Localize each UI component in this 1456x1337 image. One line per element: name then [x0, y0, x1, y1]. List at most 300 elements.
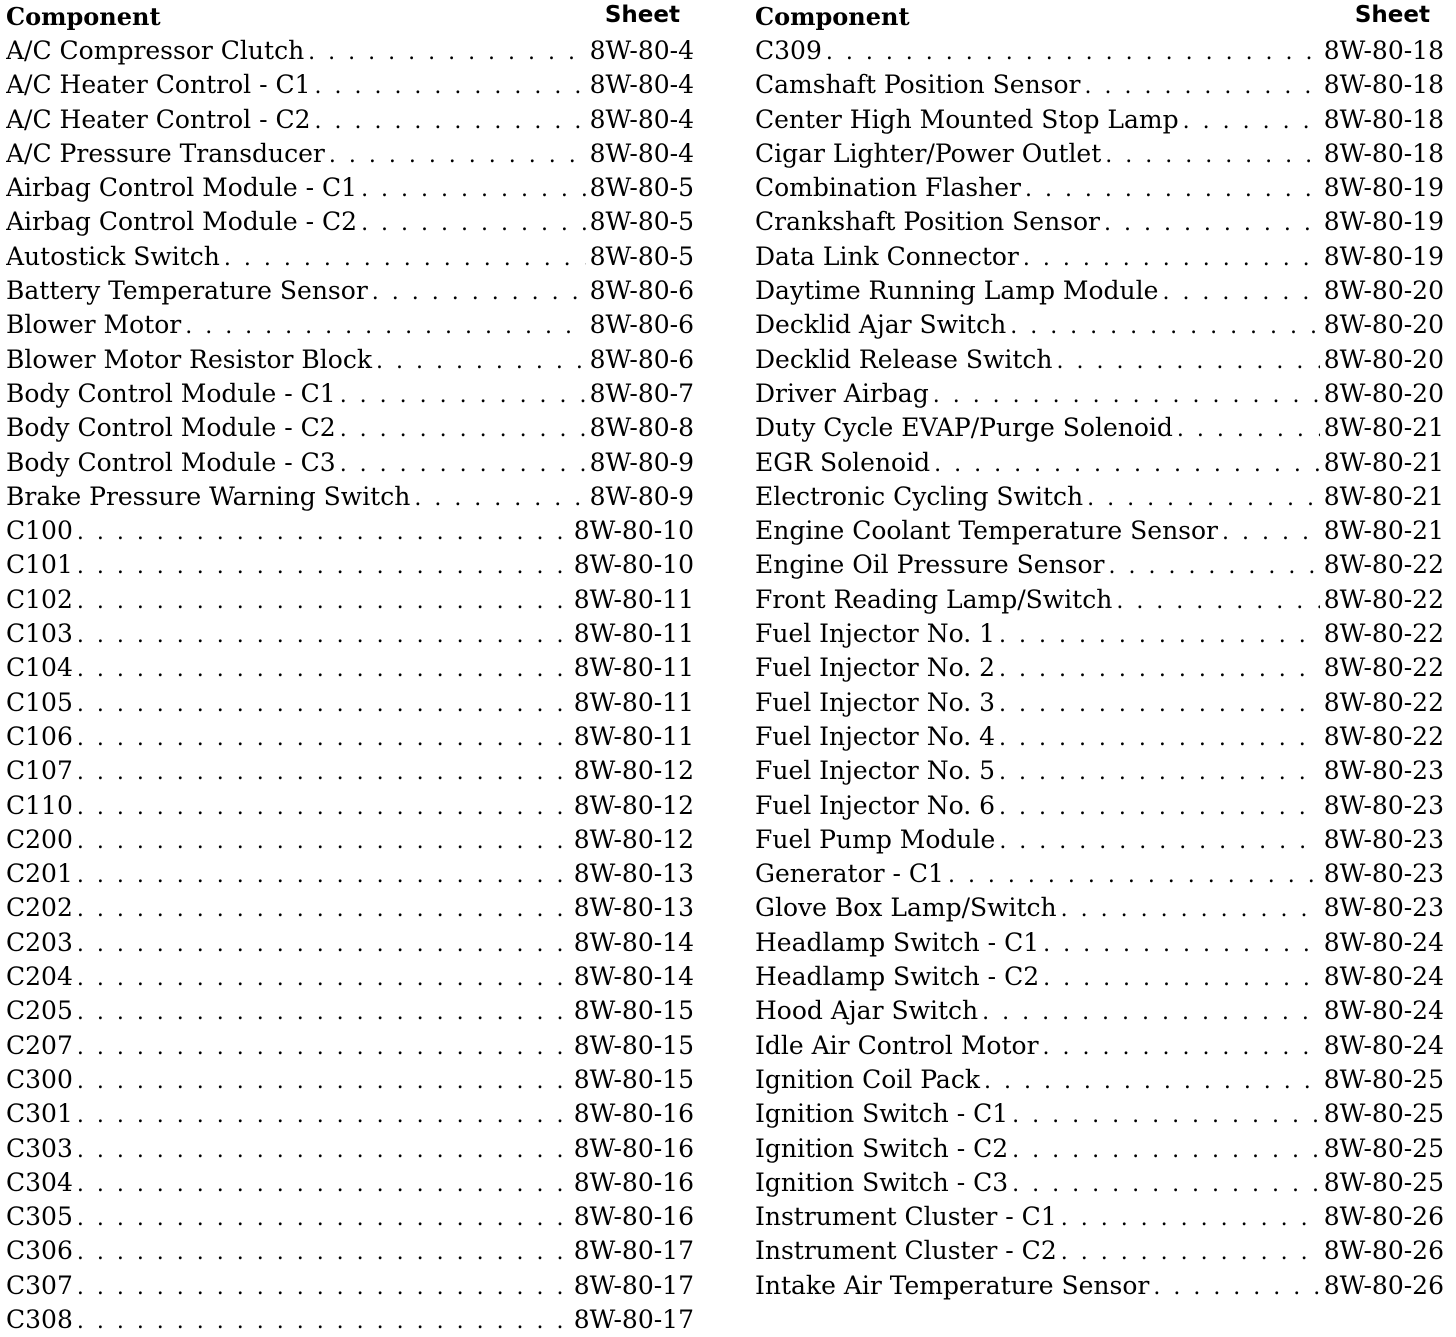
component-heading: Component: [6, 2, 161, 31]
index-row: [755, 891, 1444, 925]
index-row: [6, 1303, 694, 1337]
dot-leader: [77, 791, 570, 823]
dot-leader: [1087, 482, 1320, 514]
index-row: [6, 994, 694, 1028]
component-name: Intake Air Temperature Sensor: [755, 1270, 1150, 1300]
sheet-number: 8W-80-12: [573, 756, 694, 786]
dot-leader: [77, 825, 570, 857]
sheet-number: 8W-80-10: [573, 550, 694, 580]
sheet-number: 8W-80-20: [1323, 344, 1444, 374]
sheet-number: 8W-80-20: [1323, 378, 1444, 408]
sheet-number: 8W-80-21: [1323, 516, 1444, 546]
dot-leader: [1061, 893, 1320, 925]
sheet-number: 8W-80-16: [573, 1099, 694, 1129]
sheet-number: 8W-80-5: [589, 173, 694, 203]
sheet-number: 8W-80-13: [573, 893, 694, 923]
dot-leader: [308, 36, 585, 68]
component-name: C103: [6, 619, 73, 649]
index-row: [6, 34, 694, 68]
dot-leader: [1010, 310, 1319, 342]
sheet-heading: Sheet: [604, 2, 680, 28]
dot-leader: [77, 996, 570, 1028]
index-row: [755, 137, 1444, 171]
index-row: [755, 1234, 1444, 1268]
sheet-number: 8W-80-15: [573, 996, 694, 1026]
sheet-number: 8W-80-11: [573, 687, 694, 717]
component-name: Front Reading Lamp/Switch: [755, 584, 1113, 614]
sheet-number: 8W-80-14: [573, 927, 694, 957]
dot-leader: [77, 756, 570, 788]
component-name: C102: [6, 584, 73, 614]
index-row: [6, 857, 694, 891]
sheet-number: 8W-80-21: [1323, 413, 1444, 443]
component-name: Glove Box Lamp/Switch: [755, 893, 1057, 923]
component-name: C307: [6, 1270, 73, 1300]
index-row: [6, 1063, 694, 1097]
dot-leader: [1116, 585, 1319, 617]
dot-leader: [999, 653, 1320, 685]
index-row: [755, 205, 1444, 239]
left-column-header: [6, 0, 694, 34]
component-name: Driver Airbag: [755, 378, 929, 408]
component-name: Blower Motor Resistor Block: [6, 344, 372, 374]
sheet-number: 8W-80-24: [1323, 962, 1444, 992]
component-name: Blower Motor: [6, 310, 182, 340]
sheet-number: 8W-80-12: [573, 790, 694, 820]
sheet-number: 8W-80-17: [573, 1304, 694, 1334]
sheet-number: 8W-80-19: [1323, 207, 1444, 237]
right-column-header: [755, 0, 1444, 34]
index-row: [755, 548, 1444, 582]
sheet-number: 8W-80-6: [589, 344, 694, 374]
sheet-number: 8W-80-5: [589, 207, 694, 237]
component-name: C309: [755, 36, 822, 65]
component-name: Idle Air Control Motor: [755, 1030, 1039, 1060]
component-name: Decklid Release Switch: [755, 344, 1053, 374]
index-row: [6, 103, 694, 137]
dot-leader: [1183, 105, 1320, 137]
dot-leader: [999, 791, 1320, 823]
index-row: [755, 377, 1444, 411]
sheet-number: 8W-80-21: [1323, 481, 1444, 511]
component-name: Fuel Injector No. 3: [755, 687, 995, 717]
component-name: Body Control Module - C3: [6, 447, 336, 477]
dot-leader: [1061, 1236, 1320, 1268]
component-name: Airbag Control Module - C1: [6, 173, 358, 203]
index-row: [6, 514, 694, 548]
sheet-number: 8W-80-19: [1323, 241, 1444, 271]
component-name: Fuel Pump Module: [755, 824, 996, 854]
component-name: C207: [6, 1030, 73, 1060]
dot-leader: [999, 722, 1320, 754]
component-name: C301: [6, 1099, 73, 1129]
component-name: Ignition Coil Pack: [755, 1064, 980, 1094]
component-name: C205: [6, 996, 73, 1026]
dot-leader: [185, 310, 585, 342]
index-row: [755, 926, 1444, 960]
dot-leader: [77, 653, 570, 685]
sheet-number: 8W-80-16: [573, 1133, 694, 1163]
dot-leader: [340, 448, 586, 480]
index-row: [6, 1132, 694, 1166]
sheet-number: 8W-80-23: [1323, 790, 1444, 820]
dot-leader: [1012, 1134, 1320, 1166]
index-row: [755, 1269, 1444, 1303]
sheet-number: 8W-80-4: [589, 70, 694, 100]
index-row: [755, 34, 1444, 68]
component-name: C104: [6, 653, 73, 683]
index-row: [755, 514, 1444, 548]
component-name: C305: [6, 1202, 73, 1232]
component-name: C303: [6, 1133, 73, 1163]
dot-leader: [999, 619, 1320, 651]
dot-leader: [77, 1099, 570, 1131]
index-row: [755, 68, 1444, 102]
index-row: [755, 754, 1444, 788]
index-row: [755, 308, 1444, 342]
sheet-number: 8W-80-22: [1323, 584, 1444, 614]
dot-leader: [315, 70, 586, 102]
component-name: C204: [6, 962, 73, 992]
dot-leader: [1025, 173, 1320, 205]
dot-leader: [1023, 242, 1320, 274]
index-row: [6, 308, 694, 342]
component-name: A/C Compressor Clutch: [6, 36, 305, 65]
dot-leader: [1222, 516, 1320, 548]
index-row: [6, 548, 694, 582]
dot-leader: [340, 379, 586, 411]
component-name: Daytime Running Lamp Module: [755, 276, 1159, 306]
sheet-number: 8W-80-6: [589, 310, 694, 340]
component-name: Engine Oil Pressure Sensor: [755, 550, 1105, 580]
index-row: [6, 617, 694, 651]
sheet-number: 8W-80-25: [1323, 1167, 1444, 1197]
component-name: Center High Mounted Stop Lamp: [755, 104, 1179, 134]
component-name: Hood Ajar Switch: [755, 996, 979, 1026]
index-row: [6, 754, 694, 788]
index-row: [6, 137, 694, 171]
component-name: C304: [6, 1167, 73, 1197]
index-row: [6, 1269, 694, 1303]
index-row: [6, 651, 694, 685]
sheet-number: 8W-80-22: [1323, 687, 1444, 717]
component-name: C107: [6, 756, 73, 786]
component-name: Autostick Switch: [6, 241, 220, 271]
dot-leader: [1162, 276, 1319, 308]
dot-leader: [826, 36, 1320, 68]
index-row: [6, 960, 694, 994]
sheet-number: 8W-80-11: [573, 584, 694, 614]
sheet-number: 8W-80-23: [1323, 859, 1444, 889]
component-name: Headlamp Switch - C2: [755, 962, 1040, 992]
dot-leader: [77, 1134, 570, 1166]
dot-leader: [999, 688, 1320, 720]
index-row: [755, 480, 1444, 514]
dot-leader: [1043, 1031, 1320, 1063]
index-row: [755, 1029, 1444, 1063]
index-row: [755, 1132, 1444, 1166]
dot-leader: [77, 722, 570, 754]
sheet-number: 8W-80-10: [573, 516, 694, 546]
sheet-number: 8W-80-7: [589, 378, 694, 408]
index-row: [6, 686, 694, 720]
index-row: [6, 926, 694, 960]
sheet-number: 8W-80-4: [589, 104, 694, 134]
index-row: [755, 720, 1444, 754]
index-row: [6, 480, 694, 514]
component-name: Instrument Cluster - C2: [755, 1236, 1057, 1266]
sheet-number: 8W-80-22: [1323, 721, 1444, 751]
right-column: [755, 0, 1444, 1303]
dot-leader: [933, 379, 1320, 411]
dot-leader: [999, 825, 1319, 857]
index-row: [755, 686, 1444, 720]
left-column: [6, 0, 694, 1337]
sheet-number: 8W-80-8: [589, 413, 694, 443]
sheet-number: 8W-80-26: [1323, 1270, 1444, 1300]
dot-leader: [77, 928, 570, 960]
component-name: EGR Solenoid: [755, 447, 931, 477]
dot-leader: [361, 173, 586, 205]
component-name: Body Control Module - C2: [6, 413, 336, 443]
dot-leader: [414, 482, 585, 514]
component-name: Ignition Switch - C2: [755, 1133, 1009, 1163]
component-name: Combination Flasher: [755, 173, 1021, 203]
right-component-list: [755, 34, 1444, 1303]
index-row: [6, 205, 694, 239]
sheet-number: 8W-80-24: [1323, 996, 1444, 1026]
dot-leader: [1104, 207, 1320, 239]
dot-leader: [77, 619, 570, 651]
component-name: Battery Temperature Sensor: [6, 276, 368, 306]
component-name: Headlamp Switch - C1: [755, 927, 1040, 957]
index-row: [755, 1097, 1444, 1131]
sheet-number: 8W-80-22: [1323, 550, 1444, 580]
component-name: Airbag Control Module - C2: [6, 207, 358, 237]
dot-leader: [77, 550, 570, 582]
index-row: [755, 103, 1444, 137]
dot-leader: [1109, 550, 1320, 582]
sheet-number: 8W-80-19: [1323, 173, 1444, 203]
dot-leader: [77, 962, 570, 994]
component-name: Ignition Switch - C3: [755, 1167, 1009, 1197]
component-name: Fuel Injector No. 1: [755, 619, 995, 649]
component-name: Crankshaft Position Sensor: [755, 207, 1100, 237]
sheet-number: 8W-80-13: [573, 859, 694, 889]
dot-leader: [984, 1065, 1320, 1097]
dot-leader: [77, 893, 570, 925]
dot-leader: [77, 688, 570, 720]
sheet-number: 8W-80-11: [573, 653, 694, 683]
component-name: A/C Heater Control - C2: [6, 104, 311, 134]
dot-leader: [77, 1202, 570, 1234]
sheet-number: 8W-80-26: [1323, 1202, 1444, 1232]
sheet-number: 8W-80-16: [573, 1167, 694, 1197]
dot-leader: [77, 1305, 570, 1337]
dot-leader: [77, 1168, 570, 1200]
index-row: [755, 617, 1444, 651]
component-name: Body Control Module - C1: [6, 378, 336, 408]
dot-leader: [361, 207, 586, 239]
sheet-number: 8W-80-15: [573, 1030, 694, 1060]
component-name: Fuel Injector No. 6: [755, 790, 995, 820]
component-name: Ignition Switch - C1: [755, 1099, 1009, 1129]
dot-leader: [376, 345, 586, 377]
sheet-number: 8W-80-9: [589, 447, 694, 477]
dot-leader: [1177, 413, 1320, 445]
index-row: [6, 823, 694, 857]
index-row: [6, 1234, 694, 1268]
index-row: [6, 1166, 694, 1200]
index-row: [6, 446, 694, 480]
dot-leader: [77, 1236, 570, 1268]
sheet-number: 8W-80-18: [1323, 104, 1444, 134]
index-row: [6, 411, 694, 445]
index-row: [6, 720, 694, 754]
sheet-number: 8W-80-18: [1323, 138, 1444, 168]
component-name: Electronic Cycling Switch: [755, 481, 1084, 511]
dot-leader: [315, 105, 586, 137]
component-name: Camshaft Position Sensor: [755, 70, 1081, 100]
index-row: [755, 446, 1444, 480]
dot-leader: [77, 859, 570, 891]
sheet-number: 8W-80-16: [573, 1202, 694, 1232]
dot-leader: [77, 1271, 570, 1303]
component-name: Fuel Injector No. 2: [755, 653, 995, 683]
dot-leader: [1012, 1099, 1320, 1131]
index-row: [755, 823, 1444, 857]
index-row: [755, 960, 1444, 994]
dot-leader: [1043, 928, 1320, 960]
sheet-number: 8W-80-5: [589, 241, 694, 271]
index-row: [6, 1029, 694, 1063]
index-row: [6, 789, 694, 823]
component-name: C106: [6, 721, 73, 751]
dot-leader: [1057, 345, 1320, 377]
index-row: [6, 343, 694, 377]
index-row: [755, 857, 1444, 891]
index-row: [6, 1097, 694, 1131]
sheet-number: 8W-80-12: [573, 824, 694, 854]
index-row: [755, 994, 1444, 1028]
component-name: C203: [6, 927, 73, 957]
sheet-number: 8W-80-25: [1323, 1133, 1444, 1163]
index-row: [755, 789, 1444, 823]
dot-leader: [999, 756, 1320, 788]
sheet-number: 8W-80-23: [1323, 756, 1444, 786]
left-component-list: [6, 34, 694, 1337]
sheet-number: 8W-80-18: [1323, 36, 1444, 65]
index-row: [6, 377, 694, 411]
index-row: [6, 1200, 694, 1234]
sheet-heading: Sheet: [1354, 2, 1430, 28]
component-name: C300: [6, 1064, 73, 1094]
sheet-number: 8W-80-11: [573, 619, 694, 649]
dot-leader: [948, 859, 1320, 891]
sheet-number: 8W-80-15: [573, 1064, 694, 1094]
component-name: C202: [6, 893, 73, 923]
index-row: [6, 891, 694, 925]
component-name: Instrument Cluster - C1: [755, 1202, 1057, 1232]
component-name: Fuel Injector No. 4: [755, 721, 995, 751]
index-row: [6, 240, 694, 274]
component-name: C101: [6, 550, 73, 580]
dot-leader: [982, 996, 1320, 1028]
dot-leader: [329, 139, 586, 171]
dot-leader: [1153, 1271, 1319, 1303]
component-name: Data Link Connector: [755, 241, 1019, 271]
index-row: [755, 1063, 1444, 1097]
index-row: [755, 1200, 1444, 1234]
index-row: [755, 274, 1444, 308]
sheet-number: 8W-80-4: [589, 36, 694, 65]
dot-leader: [77, 516, 570, 548]
sheet-number: 8W-80-21: [1323, 447, 1444, 477]
sheet-number: 8W-80-17: [573, 1236, 694, 1266]
component-name: C306: [6, 1236, 73, 1266]
sheet-number: 8W-80-24: [1323, 927, 1444, 957]
dot-leader: [224, 242, 586, 274]
sheet-number: 8W-80-22: [1323, 619, 1444, 649]
component-name: Generator - C1: [755, 859, 944, 889]
sheet-number: 8W-80-18: [1323, 70, 1444, 100]
sheet-number: 8W-80-4: [589, 138, 694, 168]
index-row: [6, 274, 694, 308]
component-name: C200: [6, 824, 73, 854]
component-name: A/C Pressure Transducer: [6, 138, 325, 168]
component-name: Decklid Ajar Switch: [755, 310, 1007, 340]
sheet-number: 8W-80-6: [589, 276, 694, 306]
index-row: [6, 171, 694, 205]
component-name: C308: [6, 1304, 73, 1334]
component-name: C201: [6, 859, 73, 889]
sheet-number: 8W-80-24: [1323, 1030, 1444, 1060]
sheet-number: 8W-80-11: [573, 721, 694, 751]
component-name: Duty Cycle EVAP/Purge Solenoid: [755, 413, 1173, 443]
dot-leader: [77, 1031, 570, 1063]
index-row: [755, 1166, 1444, 1200]
sheet-number: 8W-80-25: [1323, 1064, 1444, 1094]
dot-leader: [77, 1065, 570, 1097]
component-name: Fuel Injector No. 5: [755, 756, 995, 786]
component-heading: Component: [755, 2, 910, 31]
component-name: C100: [6, 516, 73, 546]
dot-leader: [1105, 139, 1319, 171]
component-name: C105: [6, 687, 73, 717]
sheet-number: 8W-80-14: [573, 962, 694, 992]
sheet-number: 8W-80-17: [573, 1270, 694, 1300]
sheet-number: 8W-80-22: [1323, 653, 1444, 683]
sheet-number: 8W-80-23: [1323, 893, 1444, 923]
sheet-number: 8W-80-26: [1323, 1236, 1444, 1266]
component-name: Cigar Lighter/Power Outlet: [755, 138, 1102, 168]
dot-leader: [1085, 70, 1320, 102]
index-row: [755, 651, 1444, 685]
sheet-number: 8W-80-9: [589, 481, 694, 511]
dot-leader: [1043, 962, 1320, 994]
dot-leader: [1061, 1202, 1320, 1234]
component-name: Brake Pressure Warning Switch: [6, 481, 411, 511]
index-row: [755, 240, 1444, 274]
component-name: C110: [6, 790, 73, 820]
dot-leader: [1012, 1168, 1320, 1200]
sheet-number: 8W-80-20: [1323, 310, 1444, 340]
index-row: [6, 583, 694, 617]
dot-leader: [372, 276, 586, 308]
index-row: [6, 68, 694, 102]
component-name: Engine Coolant Temperature Sensor: [755, 516, 1219, 546]
index-row: [755, 583, 1444, 617]
